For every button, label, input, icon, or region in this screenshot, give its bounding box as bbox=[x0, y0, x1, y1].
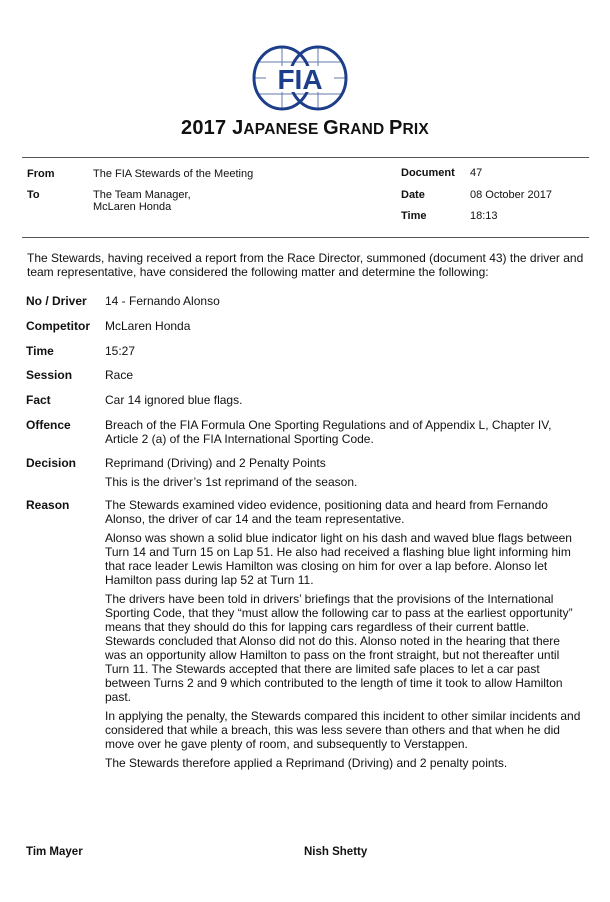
to-value-line2: McLaren Honda bbox=[93, 201, 172, 213]
signature-left: Tim Mayer bbox=[26, 846, 83, 858]
decision-value bbox=[105, 456, 580, 494]
document-value: 47 bbox=[470, 167, 483, 179]
fact-value: Car 14 ignored blue flags. bbox=[105, 393, 243, 407]
time-label: Time bbox=[401, 210, 427, 222]
from-label: From bbox=[27, 168, 55, 180]
session-value: Race bbox=[105, 368, 134, 382]
date-value: 08 October 2017 bbox=[470, 189, 552, 201]
offence-label: Offence bbox=[26, 418, 71, 432]
decision-penalty: Reprimand (Driving) and 2 Penalty Points bbox=[105, 456, 326, 470]
page-title: 2017 JAPANESE GRAND PRIX bbox=[181, 117, 429, 139]
header-bottom-rule bbox=[22, 237, 589, 238]
incident-time-value: 15:27 bbox=[105, 344, 136, 358]
intro-paragraph: The Stewards, having received a report from the Race Director, summoned (document 43) the driver and team representative, have considered the following matter and determine the following: bbox=[27, 251, 584, 279]
competitor-value: McLaren Honda bbox=[105, 319, 191, 333]
signature-right: Nish Shetty bbox=[304, 846, 368, 858]
to-value-line1: The Team Manager, bbox=[93, 189, 191, 201]
fact-label: Fact bbox=[26, 393, 51, 407]
time-value: 18:13 bbox=[470, 210, 498, 222]
reason-value bbox=[105, 498, 581, 775]
driver-value: 14 - Fernando Alonso bbox=[105, 294, 220, 308]
from-value: The FIA Stewards of the Meeting bbox=[93, 168, 254, 180]
decision-label: Decision bbox=[26, 456, 77, 470]
reason-paragraph-2: Alonso was shown a solid blue indicator light on his dash and waved blue flags between Turn 14 and Turn 15 on Lap 51. He also had received a flashing blue light informing him that race leader Lewis Hamilton was closing on him for over a lap before. Alonso let Hamilton pass during lap 52 at Turn 11. bbox=[105, 531, 572, 587]
reason-paragraph-1: The Stewards examined video evidence, positioning data and heard from Fernando Alonso, the driver of car 14 and the team representative. bbox=[105, 498, 548, 526]
reason-paragraph-5: The Stewards therefore applied a Reprimand (Driving) and 2 penalty points. bbox=[105, 756, 508, 770]
document-label: Document bbox=[401, 167, 455, 179]
competitor-label: Competitor bbox=[26, 319, 90, 333]
decision-reprimand-count: This is the driver’s 1st reprimand of the season. bbox=[105, 475, 358, 489]
reason-label: Reason bbox=[26, 498, 70, 512]
incident-time-label: Time bbox=[26, 344, 54, 358]
to-label: To bbox=[27, 189, 40, 201]
header-top-rule bbox=[22, 157, 589, 158]
session-label: Session bbox=[26, 368, 73, 382]
reason-paragraph-3: The drivers have been told in drivers’ briefings that the provisions of the International Sporting Code, that they “must allow the following car to pass at the earliest opportunity” means that they should do this for lapping cars regardless of their current battle. Stewards concluded that Alonso did not do this. Alonso noted in the hearing that there was an opportunity allow Hamilton to pass on the front straight, but not thereafter until Turn 11. The Stewards accepted that there are limited safe places to let a car past between Turns 2 and 9 which contributed to the length of time it took to allow Hamilton past. bbox=[105, 592, 573, 704]
reason-paragraph-4: In applying the penalty, the Stewards compared this incident to other similar incidents and considered that while a breach, this was less severe than others and that when he did move over he gave plenty of room, and subsequently to Verstappen. bbox=[105, 709, 581, 751]
fia-logo bbox=[252, 44, 348, 112]
fia-logo-text: FIA bbox=[277, 64, 323, 95]
offence-value: Breach of the FIA Formula One Sporting Regulations and of Appendix L, Chapter IV, Article 2 (a) of the FIA International Sporting Code. bbox=[105, 418, 552, 446]
date-label: Date bbox=[401, 189, 425, 201]
driver-label: No / Driver bbox=[26, 294, 87, 308]
